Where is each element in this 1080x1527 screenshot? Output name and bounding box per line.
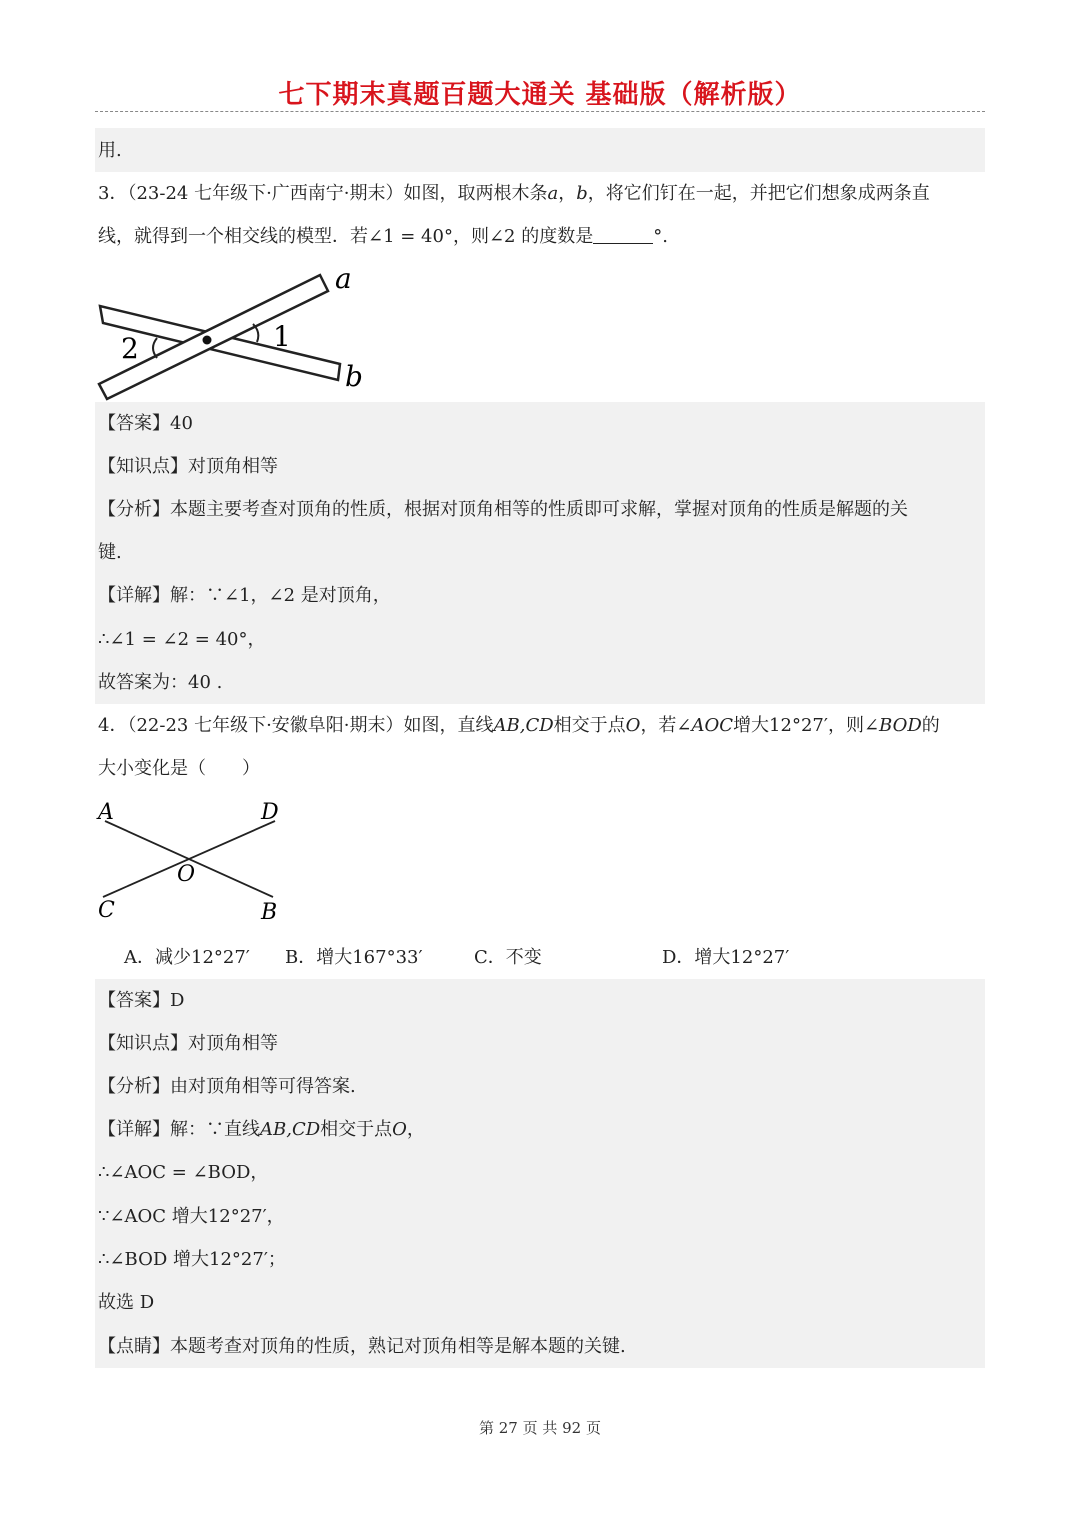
q3-sep: ， <box>558 183 577 204</box>
q4-angle-bod: BOD <box>879 715 922 736</box>
page-header-title: 七下期末真题百题大通关 基础版（解析版） <box>278 80 802 110</box>
prev-tail-text: 用. <box>98 140 122 161</box>
q3-knowledge: 【知识点】对顶角相等 <box>98 456 278 477</box>
q4-detail-line1 <box>98 1116 978 1144</box>
q3-var-a: a <box>547 183 559 204</box>
label-point-b: B <box>261 900 278 925</box>
q4-option-d: D．增大12°27′ <box>662 947 790 968</box>
q3-stem-part: ，将它们钉在一起，并把它们想象成两条直 <box>587 183 930 204</box>
q3-detail-line2: ∴∠1 = ∠2 = 40°， <box>98 629 266 650</box>
q4-option-c: C．不变 <box>474 947 542 968</box>
q4-figure-intersecting-lines <box>95 795 295 930</box>
q4-lines-ab-cd: AB,CD <box>493 715 554 736</box>
q3-analysis-line1: 【分析】本题主要考查对顶角的性质，根据对顶角相等的性质即可求解，掌握对顶角的性质是解题的关 <box>98 499 908 520</box>
q3-stem-part: °. <box>653 226 668 247</box>
q4-stem-part: 的 <box>921 715 940 736</box>
q4-analysis: 【分析】由对顶角相等可得答案. <box>98 1076 356 1097</box>
q4-detail-part: 【详解】解：∵直线 <box>98 1119 260 1140</box>
q3-stem-line1 <box>98 180 978 208</box>
label-point-o: O <box>177 862 196 887</box>
label-b: b <box>345 360 363 393</box>
q3-var-b: b <box>576 183 588 204</box>
label-a: a <box>335 262 352 295</box>
q4-stem-part: ，若∠ <box>640 715 692 736</box>
q4-detail-lines: AB,CD <box>260 1119 321 1140</box>
q4-stem-part: 4．（22-23 七年级下·安徽阜阳·期末）如图，直线 <box>98 715 494 736</box>
q4-detail-line3: ∵∠AOC 增大12°27′， <box>98 1206 285 1227</box>
q4-stem-part: 相交于点 <box>553 715 626 736</box>
q4-stem-line1 <box>98 712 978 740</box>
q3-analysis-line2: 键. <box>98 542 122 563</box>
q4-detail-part: ， <box>406 1119 425 1140</box>
answer-blank <box>593 225 653 244</box>
q3-detail-line3: 故答案为：40 . <box>98 672 223 693</box>
q4-answer: 【答案】D <box>98 990 185 1011</box>
q4-angle-aoc: AOC <box>691 715 734 736</box>
q4-option-a: A．减少12°27′ <box>124 947 250 968</box>
q4-detail-part: 相交于点 <box>320 1119 393 1140</box>
label-point-a: A <box>98 800 114 825</box>
q3-stem-part: 3．（23-24 七年级下·广西南宁·期末）如图，取两根木条 <box>98 183 548 204</box>
q3-figure-intersecting-sticks <box>95 262 375 407</box>
q4-stem-part: 增大12°27′，则∠ <box>733 715 880 736</box>
label-point-c: C <box>98 898 115 923</box>
page-number: 第 27 页 共 92 页 <box>478 1419 601 1437</box>
q3-detail-line1: 【详解】解：∵∠1，∠2 是对顶角， <box>98 585 391 606</box>
q3-stem-line2 <box>98 223 978 251</box>
label-1: 1 <box>273 320 291 353</box>
header-divider <box>95 111 985 112</box>
nail-dot <box>203 336 212 345</box>
q4-option-b: B．增大167°33′ <box>285 947 423 968</box>
q3-answer: 【答案】40 <box>98 413 193 434</box>
q4-comment: 【点睛】本题考查对顶角的性质，熟记对顶角相等是解本题的关键. <box>98 1336 626 1357</box>
label-point-d: D <box>261 800 279 825</box>
q4-stem-line2: 大小变化是（ ） <box>98 758 260 779</box>
q4-point-o: O <box>625 715 641 736</box>
q4-detail-point-o: O <box>392 1119 407 1140</box>
q4-detail-line5: 故选 D <box>98 1292 155 1313</box>
q4-detail-line2: ∴∠AOC = ∠BOD， <box>98 1162 269 1183</box>
q3-stem-part: 线，就得到一个相交线的模型．若∠1 = 40°，则∠2 的度数是 <box>98 226 594 247</box>
label-2: 2 <box>121 332 139 365</box>
q4-detail-line4: ∴∠BOD 增大12°27′； <box>98 1249 286 1270</box>
q4-knowledge: 【知识点】对顶角相等 <box>98 1033 278 1054</box>
